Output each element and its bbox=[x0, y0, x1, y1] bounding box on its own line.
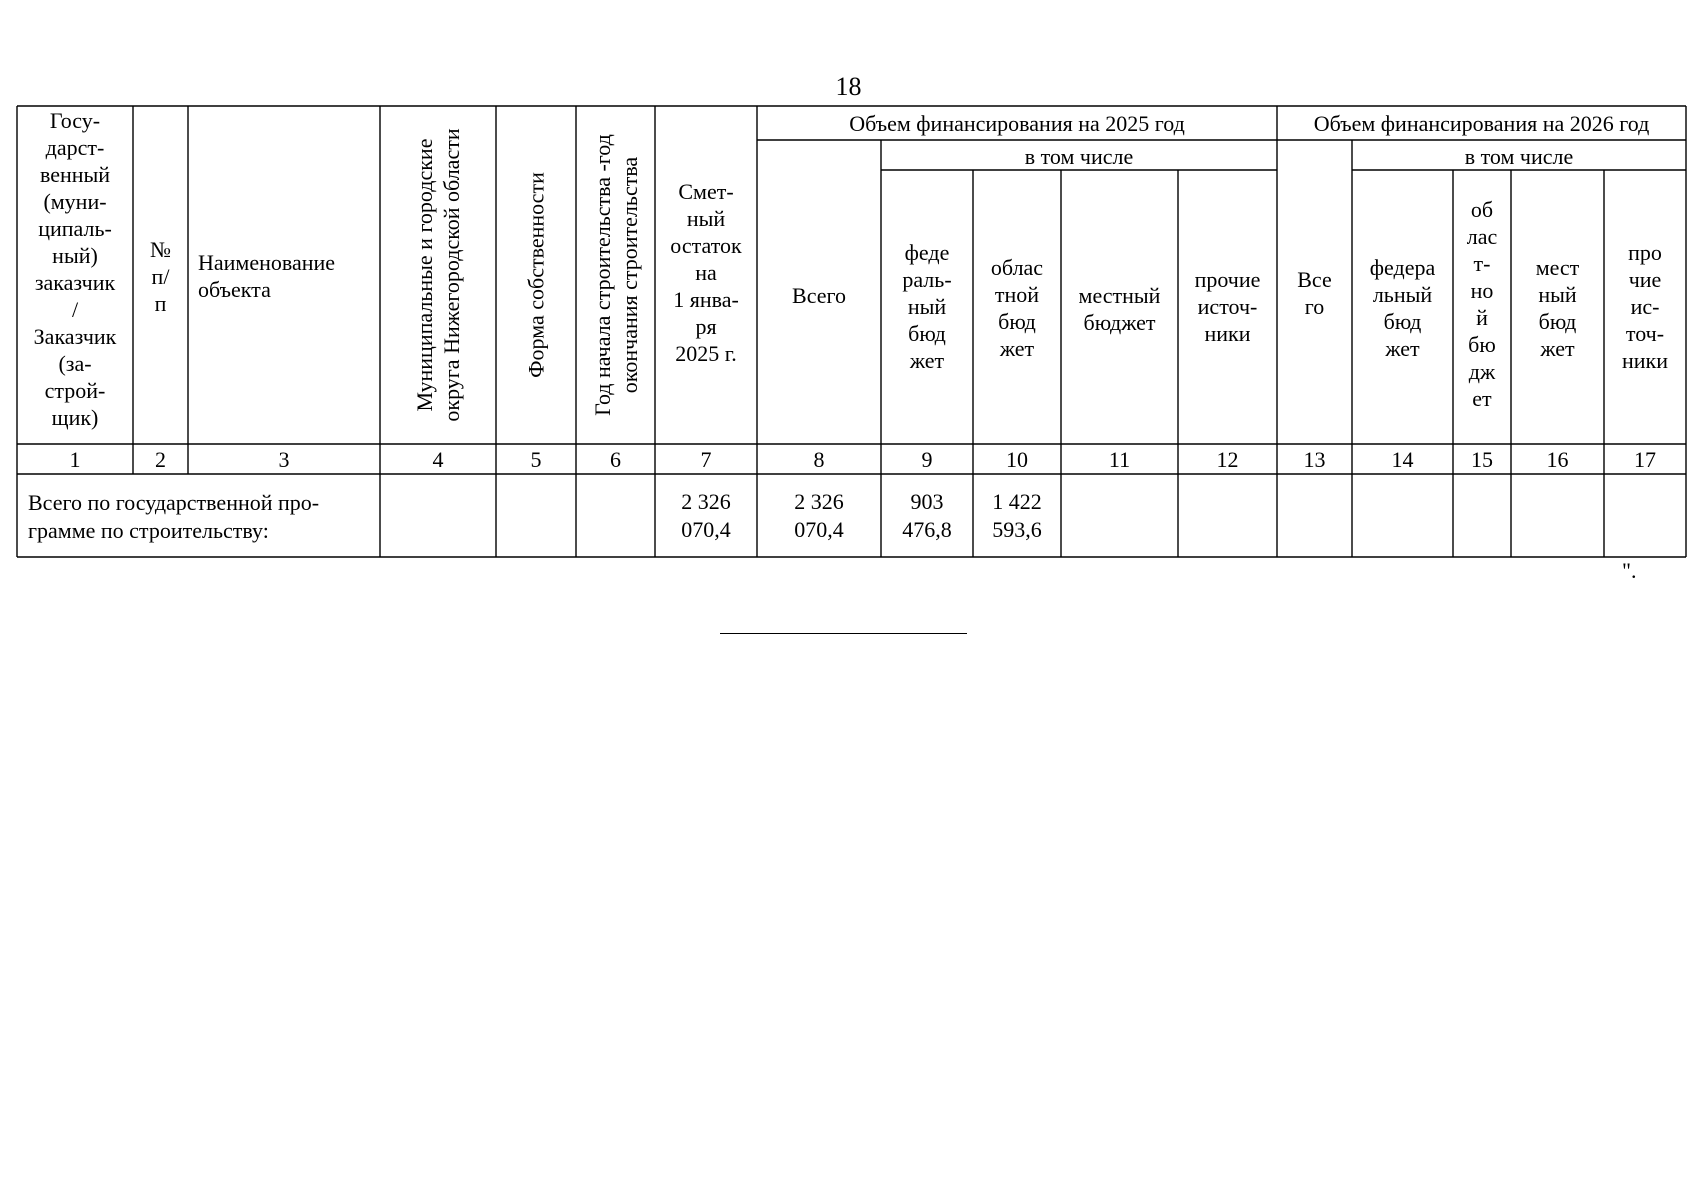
column-number: 2 bbox=[155, 447, 166, 472]
header-regional-2026: об лас т- но й бю дж ет bbox=[1466, 197, 1498, 411]
column-number: 17 bbox=[1634, 447, 1656, 472]
header-including-2026: в том числе bbox=[1464, 144, 1574, 169]
column-number: 8 bbox=[813, 447, 825, 472]
column-number: 6 bbox=[610, 447, 621, 472]
header-local-2026: мест ный бюд жет bbox=[1535, 255, 1580, 361]
header-object-name: Наименование объекта bbox=[198, 250, 336, 302]
header-regional-2025: облас тной бюд жет bbox=[990, 255, 1044, 361]
column-number: 16 bbox=[1546, 447, 1569, 472]
column-number: 13 bbox=[1303, 447, 1326, 472]
header-federal-2026: федера льный бюд жет bbox=[1369, 255, 1436, 361]
total-row-label: Всего по государственной про- грамме по строительству: bbox=[28, 490, 320, 543]
header-funding-2025: Объем финансирования на 2025 год bbox=[849, 111, 1185, 136]
column-number: 3 bbox=[278, 447, 290, 472]
header-including-2025: в том числе bbox=[1024, 144, 1134, 169]
column-number: 12 bbox=[1216, 447, 1239, 472]
total-2025: 2 326 070,4 bbox=[794, 489, 844, 542]
header-estimated-balance: Смет- ный остаток на 1 янва- ря 2025 г. bbox=[670, 179, 742, 366]
header-customer: Госу- дарст- венный (муни- ципаль- ный) заказчик / Заказчик (за- строй- щик) bbox=[33, 108, 117, 430]
header-other-2025: прочие источ- ники bbox=[1194, 267, 1261, 346]
total-regional-2025: 1 422 593,6 bbox=[992, 489, 1042, 542]
column-number: 9 bbox=[921, 447, 933, 472]
column-number: 10 bbox=[1006, 447, 1028, 472]
total-estimated-balance: 2 326 070,4 bbox=[681, 489, 731, 542]
column-number: 4 bbox=[432, 447, 444, 472]
header-construction-years: Год начала строительства -год окончания строительства bbox=[590, 134, 642, 416]
column-number: 1 bbox=[69, 447, 81, 472]
header-federal-2025: феде раль- ный бюд жет bbox=[902, 240, 952, 373]
signature-line bbox=[720, 633, 967, 634]
column-number: 14 bbox=[1391, 447, 1414, 472]
page-number: 18 bbox=[835, 72, 862, 101]
header-pp-number: № п/ п bbox=[150, 237, 171, 316]
header-total-2026: Все го bbox=[1297, 267, 1332, 319]
header-funding-2026: Объем финансирования на 2026 год bbox=[1313, 111, 1650, 136]
header-municipal-districts: Муниципальные и городские округа Нижегородской области bbox=[412, 128, 464, 422]
column-number: 5 bbox=[530, 447, 542, 472]
column-number: 15 bbox=[1471, 447, 1493, 472]
header-total-2025: Всего bbox=[792, 283, 846, 308]
closing-quote: ". bbox=[1622, 558, 1637, 583]
column-number: 7 bbox=[700, 447, 712, 472]
total-federal-2025: 903 476,8 bbox=[902, 489, 952, 542]
header-other-2026: про чие ис- точ- ники bbox=[1621, 240, 1668, 373]
header-local-2025: местный бюджет bbox=[1078, 283, 1161, 335]
header-ownership-form: Форма собственности bbox=[523, 172, 549, 378]
column-number: 11 bbox=[1108, 447, 1131, 472]
